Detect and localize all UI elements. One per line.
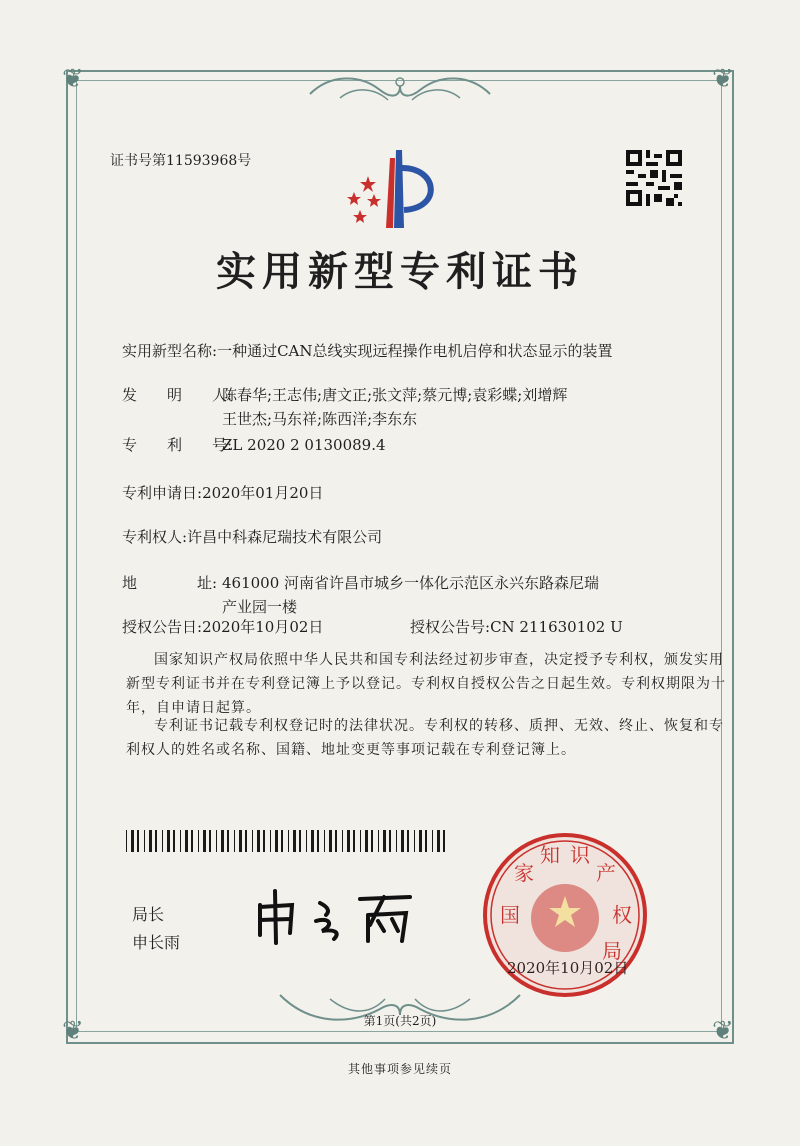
svg-text:家: 家 [514,861,534,885]
paragraph-line: 专利证书记载专利权登记时的法律状况。专利权的转移、质押、无效、终止、恢复和专 [154,718,724,734]
field-filing-date [122,482,323,503]
field-patent-number [122,434,386,455]
cnipa-logo-icon [338,148,448,234]
paragraph-line: 年，自申请日起算。 [126,700,261,716]
svg-text:知: 知 [540,843,560,867]
paragraph-line: 新型专利证书并在专利登记簿上予以登记。专利权自授权公告之日起生效。专利权期限为十 [126,676,726,692]
field-grant-number [410,616,623,637]
field-label: 专 利 号: [122,436,233,454]
svg-text:权: 权 [612,903,632,927]
field-value: 2020年10月02日 [202,618,324,636]
certificate-title: 实用新型专利证书 [216,248,584,295]
field-label: 发 明 人: [122,386,233,404]
field-value: CN 211630102 U [490,618,623,636]
field-value: 2020年01月20日 [202,484,324,502]
page-number: 第1页(共2页) [363,1014,437,1028]
footer-note: 其他事项参见续页 [347,1062,452,1076]
corner-ornament-icon: ❦ [712,64,734,94]
paragraph-line: 利权人的姓名或名称、国籍、地址变更等事项记载在专利登记簿上。 [126,742,576,758]
qr-code-icon [626,150,682,206]
corner-ornament-icon: ❦ [712,1016,734,1046]
corner-ornament-icon: ❦ [62,64,84,94]
field-value: 461000 河南省许昌市城乡一体化示范区永兴东路森尼瑞 [222,574,600,592]
barcode-icon [126,830,446,852]
field-grant-date [122,616,323,637]
field-inventors-line2: 王世杰;马东祥;陈西洋;李东东 [222,410,418,428]
director-title: 局长 [132,905,165,924]
field-inventors [122,384,567,405]
field-label: 实用新型名称: [122,342,218,360]
field-label: 专利申请日: [122,484,203,502]
field-value: ZL 2020 2 0130089.4 [222,436,386,454]
field-address [122,572,599,593]
seal-date: 2020年10月02日 [507,959,629,977]
paragraph-line: 国家知识产权局依照中华人民共和国专利法经过初步审查，决定授予专利权，颁发实用 [154,652,724,668]
svg-text:识: 识 [570,843,590,867]
corner-ornament-icon: ❦ [62,1016,84,1046]
field-value: 陈春华;王志伟;唐文正;张文萍;蔡元博;袁彩蝶;刘增辉 [222,386,568,404]
field-utility-model-name [122,340,613,361]
field-value: 一种通过CAN总线实现远程操作电机启停和状态显示的装置 [217,342,613,360]
field-value: 许昌中科森尼瑞技术有限公司 [187,528,383,546]
field-patentee [122,526,382,547]
svg-text:产: 产 [596,861,616,885]
field-address-line2: 产业园一楼 [222,598,298,616]
field-label: 授权公告号: [410,618,491,636]
certificate-number: 证书号第11593968号 [110,153,252,169]
director-name: 申长雨 [132,933,181,952]
handwritten-signature-icon [250,885,420,945]
svg-text:局: 局 [602,939,622,963]
top-scroll-ornament-icon [300,72,500,112]
field-label: 专利权人: [122,528,188,546]
field-label: 授权公告日: [122,618,203,636]
svg-text:国: 国 [500,903,520,927]
field-label: 地 址: [122,574,218,592]
